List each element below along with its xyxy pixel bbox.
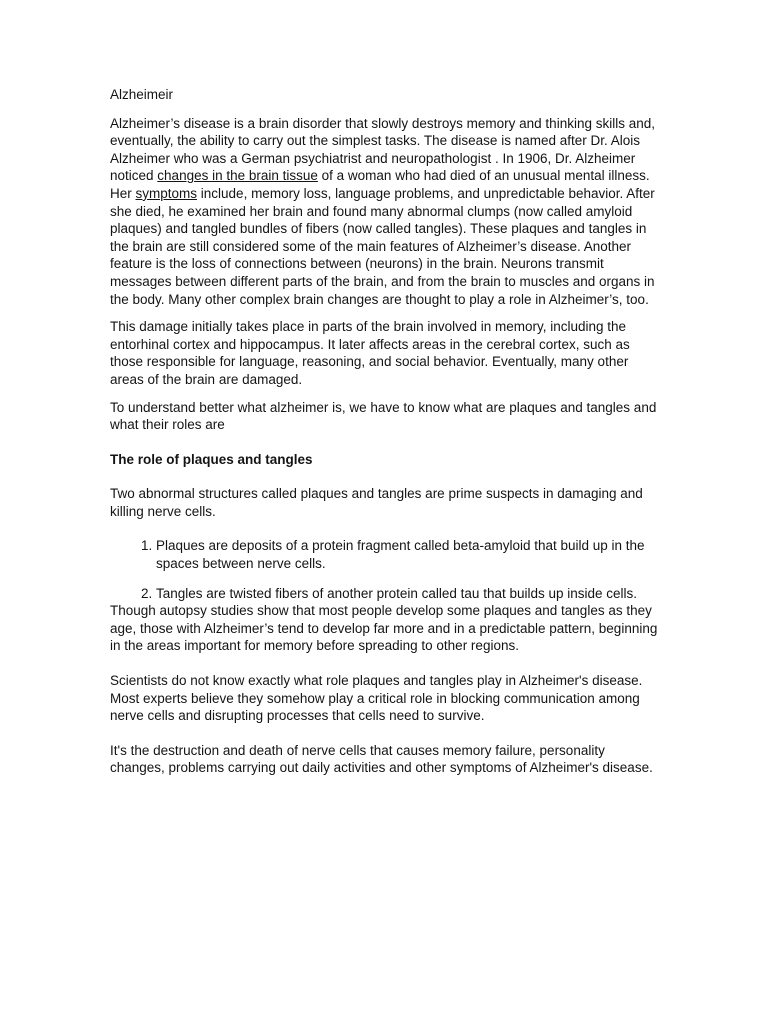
paragraph-autopsy: Though autopsy studies show that most people develop some plaques and tangles as they age, those with Alzheimer’s tend to develop far more and in a predictable pattern, beginning in the areas important for memory before spreading to other regions. — [110, 603, 658, 654]
list-item: 2. Tangles are twisted fibers of another protein called tau that builds up inside cells. — [156, 585, 662, 603]
paragraph-structures: Two abnormal structures called plaques and tangles are prime suspects in damaging and killing nerve cells. — [110, 486, 643, 519]
section-heading: The role of plaques and tangles — [110, 451, 313, 467]
link-symptoms[interactable]: symptoms — [135, 185, 198, 201]
list-item: 1. Plaques are deposits of a protein fragment called beta-amyloid that build up in the spaces between nerve cells. — [156, 537, 662, 572]
paragraph-intro-part-3: include, memory loss, language problems, and unpredictable behavior. After she died, he examined her brain and found many abnormal clumps (now called amyloid plaques) and tangled bundles of fibers (now called tangles). These plaques and tangles in the brain are still considered some of the main features of Alzheimer’s disease. Another feature is the loss of connections between (neurons) in the brain. Neurons transmit messages between different parts of the brain, and from the brain to muscles and organs in the body. Many other complex brain changes are thought to play a role in Alzheimer’s, too. — [110, 185, 655, 307]
paragraph-intro-part-2: of a woman who had died of an unusual mental illness. Her — [110, 168, 650, 201]
paragraph-understand: To understand better what alzheimer is, we have to know what are plaques and tangles and what their roles are — [110, 399, 657, 433]
paragraph-scientists: Scientists do not know exactly what role plaques and tangles play in Alzheimer's disease. Most experts believe they somehow play a critical role in blocking communication among nerve cells and disrupting processes that cells need to survive. — [110, 673, 643, 724]
numbered-list — [110, 537, 662, 602]
document-title: Alzheimeir — [110, 87, 174, 102]
document-body — [110, 86, 662, 777]
paragraph-destruction: It's the destruction and death of nerve cells that causes memory failure, personality changes, problems carrying out daily activities and other symptoms of Alzheimer's disease. — [110, 742, 653, 776]
link-changes-in-brain-tissue[interactable]: changes in the brain tissue — [157, 168, 318, 184]
paragraph-intro-part-1: Alzheimer’s disease is a brain disorder that slowly destroys memory and thinking skills and, eventually, the ability to carry out the simplest tasks. The disease is named after Dr. Alois Alzheimer who was a German psychiatrist and neuropathologist . In 1906, Dr. Alzheimer noticed — [110, 115, 655, 184]
paragraph-damage: This damage initially takes place in parts of the brain involved in memory, including the entorhinal cortex and hippocampus. It later affects areas in the cerebral cortex, such as those responsible for language, reasoning, and social behavior. Eventually, many other areas of the brain are damaged. — [110, 319, 630, 387]
paragraph-intro — [110, 115, 662, 309]
